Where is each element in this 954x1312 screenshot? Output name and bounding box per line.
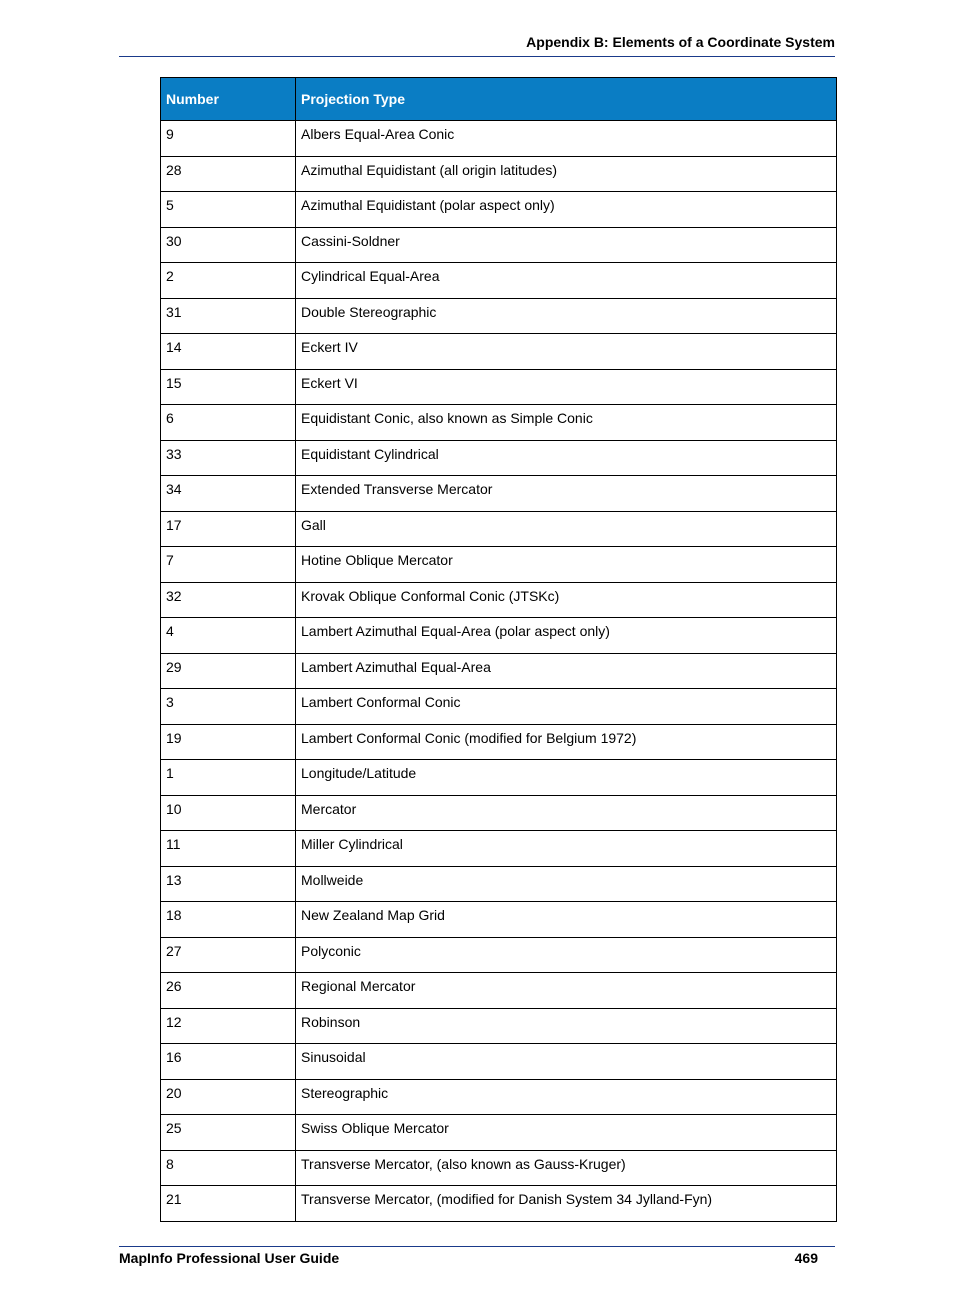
projection-type-cell: Longitude/Latitude xyxy=(296,760,837,796)
projection-number-cell: 10 xyxy=(161,795,296,831)
table-row xyxy=(161,227,837,263)
projection-number-cell: 11 xyxy=(161,831,296,867)
table-row xyxy=(161,902,837,938)
projection-type-cell: Swiss Oblique Mercator xyxy=(296,1115,837,1151)
projection-table xyxy=(160,77,837,1222)
table-row xyxy=(161,476,837,512)
projection-number-cell: 21 xyxy=(161,1186,296,1222)
table-row xyxy=(161,689,837,725)
projection-number-cell: 20 xyxy=(161,1079,296,1115)
column-header-number: Number xyxy=(161,78,296,121)
table-row xyxy=(161,1008,837,1044)
projection-type-cell: Eckert IV xyxy=(296,334,837,370)
table-row xyxy=(161,1044,837,1080)
page-header xyxy=(119,32,835,57)
projection-type-cell: Mercator xyxy=(296,795,837,831)
page-number: 469 xyxy=(794,1250,818,1266)
projection-type-cell: Extended Transverse Mercator xyxy=(296,476,837,512)
table-row xyxy=(161,156,837,192)
projection-type-cell: Polyconic xyxy=(296,937,837,973)
projection-number-cell: 14 xyxy=(161,334,296,370)
table-row xyxy=(161,582,837,618)
projection-number-cell: 30 xyxy=(161,227,296,263)
projection-type-cell: Krovak Oblique Conformal Conic (JTSKc) xyxy=(296,582,837,618)
table-row xyxy=(161,121,837,157)
projection-type-cell: Cassini-Soldner xyxy=(296,227,837,263)
projection-number-cell: 13 xyxy=(161,866,296,902)
projection-number-cell: 5 xyxy=(161,192,296,228)
table-row xyxy=(161,866,837,902)
projection-number-cell: 1 xyxy=(161,760,296,796)
table-row xyxy=(161,1150,837,1186)
table-row xyxy=(161,1079,837,1115)
projection-number-cell: 29 xyxy=(161,653,296,689)
projection-number-cell: 6 xyxy=(161,405,296,441)
projection-number-cell: 26 xyxy=(161,973,296,1009)
projection-type-cell: Double Stereographic xyxy=(296,298,837,334)
projection-number-cell: 2 xyxy=(161,263,296,299)
table-row xyxy=(161,724,837,760)
table-row xyxy=(161,1115,837,1151)
table-row xyxy=(161,760,837,796)
projection-type-cell: Lambert Conformal Conic (modified for Belgium 1972) xyxy=(296,724,837,760)
projection-type-cell: Stereographic xyxy=(296,1079,837,1115)
projection-type-cell: Sinusoidal xyxy=(296,1044,837,1080)
table-row xyxy=(161,369,837,405)
table-row xyxy=(161,1186,837,1222)
projection-type-cell: Hotine Oblique Mercator xyxy=(296,547,837,583)
projection-type-cell: Gall xyxy=(296,511,837,547)
projection-number-cell: 19 xyxy=(161,724,296,760)
projection-type-cell: Lambert Azimuthal Equal-Area (polar aspect only) xyxy=(296,618,837,654)
table-row xyxy=(161,618,837,654)
projection-number-cell: 28 xyxy=(161,156,296,192)
table-row xyxy=(161,298,837,334)
table-row xyxy=(161,937,837,973)
projection-number-cell: 12 xyxy=(161,1008,296,1044)
projection-type-cell: Albers Equal-Area Conic xyxy=(296,121,837,157)
table-row xyxy=(161,334,837,370)
projection-number-cell: 15 xyxy=(161,369,296,405)
projection-type-cell: Transverse Mercator, (also known as Gauss-Kruger) xyxy=(296,1150,837,1186)
table-row xyxy=(161,440,837,476)
projection-number-cell: 27 xyxy=(161,937,296,973)
projection-type-cell: Equidistant Cylindrical xyxy=(296,440,837,476)
projection-number-cell: 8 xyxy=(161,1150,296,1186)
table-row xyxy=(161,653,837,689)
table-body xyxy=(161,121,837,1222)
projection-number-cell: 16 xyxy=(161,1044,296,1080)
projection-number-cell: 4 xyxy=(161,618,296,654)
footer-title: MapInfo Professional User Guide xyxy=(119,1250,340,1266)
projection-number-cell: 17 xyxy=(161,511,296,547)
projection-type-cell: Lambert Azimuthal Equal-Area xyxy=(296,653,837,689)
projection-type-cell: Regional Mercator xyxy=(296,973,837,1009)
projection-type-cell: New Zealand Map Grid xyxy=(296,902,837,938)
projection-number-cell: 25 xyxy=(161,1115,296,1151)
projection-number-cell: 32 xyxy=(161,582,296,618)
projection-number-cell: 7 xyxy=(161,547,296,583)
projection-type-cell: Cylindrical Equal-Area xyxy=(296,263,837,299)
projection-type-cell: Eckert VI xyxy=(296,369,837,405)
table-row xyxy=(161,547,837,583)
header-title: Appendix B: Elements of a Coordinate System xyxy=(526,34,835,50)
table-row xyxy=(161,511,837,547)
table-row xyxy=(161,192,837,228)
projection-number-cell: 31 xyxy=(161,298,296,334)
projection-number-cell: 33 xyxy=(161,440,296,476)
projection-type-cell: Azimuthal Equidistant (all origin latitudes) xyxy=(296,156,837,192)
table-row xyxy=(161,831,837,867)
table-header-row xyxy=(161,78,837,121)
projection-number-cell: 3 xyxy=(161,689,296,725)
projection-type-cell: Miller Cylindrical xyxy=(296,831,837,867)
page-footer xyxy=(119,1246,835,1271)
projection-type-cell: Robinson xyxy=(296,1008,837,1044)
projection-type-cell: Transverse Mercator, (modified for Danish System 34 Jylland-Fyn) xyxy=(296,1186,837,1222)
projection-number-cell: 18 xyxy=(161,902,296,938)
table-row xyxy=(161,795,837,831)
projection-type-cell: Equidistant Conic, also known as Simple Conic xyxy=(296,405,837,441)
table-row xyxy=(161,973,837,1009)
column-header-projection-type: Projection Type xyxy=(296,78,837,121)
projection-number-cell: 34 xyxy=(161,476,296,512)
projection-number-cell: 9 xyxy=(161,121,296,157)
projection-type-cell: Lambert Conformal Conic xyxy=(296,689,837,725)
projection-type-cell: Mollweide xyxy=(296,866,837,902)
table-row xyxy=(161,263,837,299)
table-row xyxy=(161,405,837,441)
projection-type-cell: Azimuthal Equidistant (polar aspect only) xyxy=(296,192,837,228)
